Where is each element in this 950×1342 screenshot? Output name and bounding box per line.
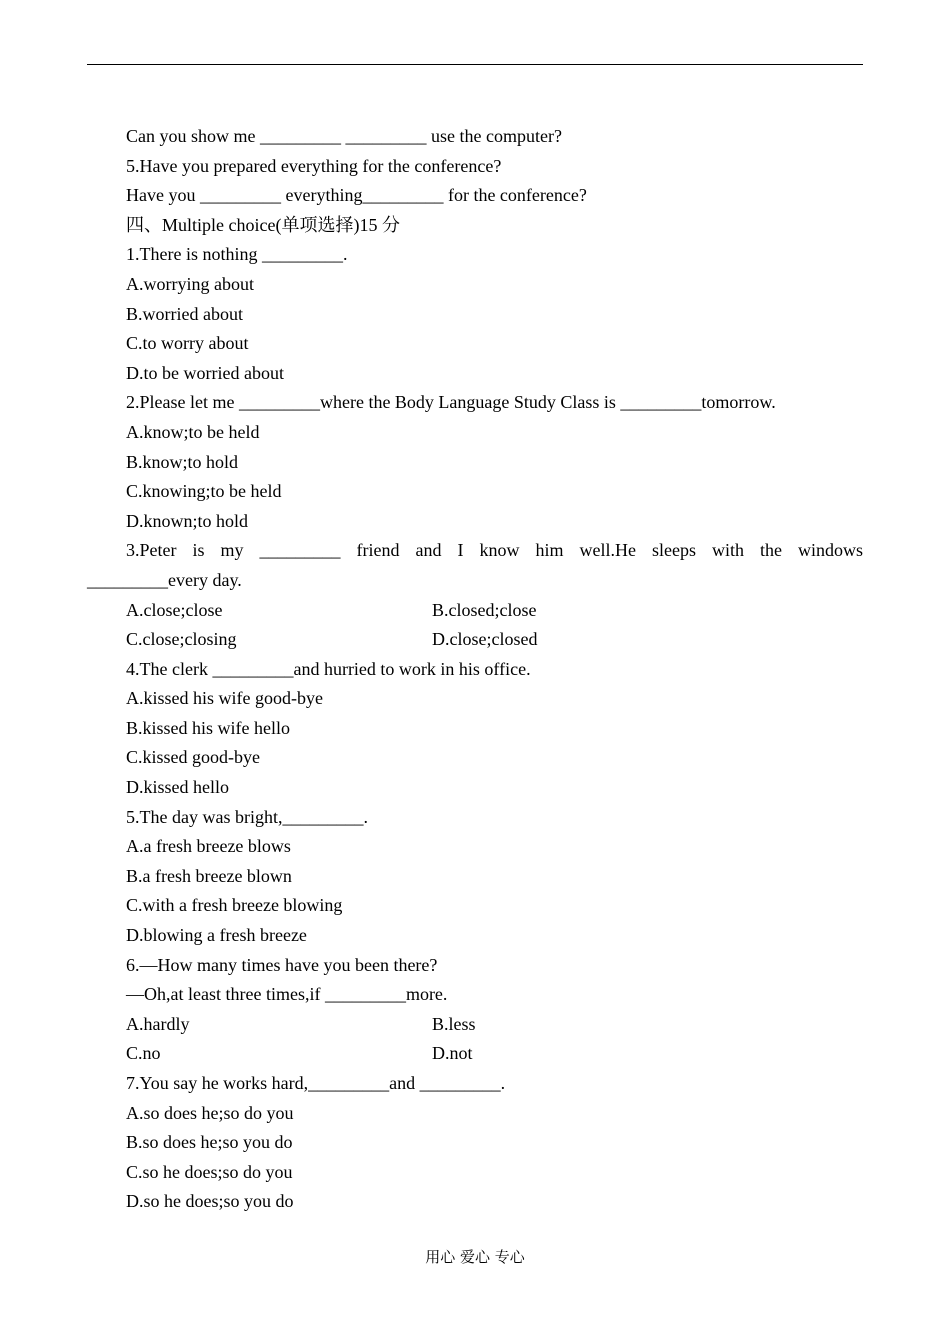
option-d: D.to be worried about bbox=[126, 362, 284, 383]
option-a: A.know;to be held bbox=[126, 421, 260, 442]
question-6-reply: —Oh,at least three times,if _________more. bbox=[126, 984, 448, 1005]
option-a: A.so does he;so do you bbox=[126, 1102, 294, 1123]
question-1: 1.There is nothing _________. bbox=[126, 244, 348, 265]
option-row bbox=[87, 1010, 863, 1040]
option-c: C.no bbox=[126, 1043, 161, 1064]
text-line: Can you show me _________ _________ use the computer? bbox=[126, 126, 562, 146]
option-c: C.knowing;to be held bbox=[126, 481, 282, 502]
question-5: 5.Have you prepared everything for the conference? bbox=[126, 155, 502, 176]
option-a: A.kissed his wife good-bye bbox=[126, 688, 323, 709]
option-b: B.a fresh breeze blown bbox=[126, 865, 292, 886]
page-footer: 用心 爱心 专心 bbox=[425, 1248, 525, 1266]
document-body bbox=[87, 122, 863, 1217]
option-b: B.know;to hold bbox=[126, 451, 239, 472]
option-c: C.so he does;so do you bbox=[126, 1161, 293, 1182]
option-row bbox=[87, 625, 863, 655]
option-b: B.worried about bbox=[126, 303, 243, 324]
option-b: B.closed;close bbox=[432, 599, 537, 620]
option-b: B.so does he;so you do bbox=[126, 1132, 293, 1153]
option-row bbox=[87, 596, 863, 626]
option-a: A.hardly bbox=[126, 1013, 190, 1034]
option-row bbox=[87, 1039, 863, 1069]
option-c: C.to worry about bbox=[126, 333, 249, 354]
question-5: 5.The day was bright,_________. bbox=[126, 806, 368, 827]
question-3: 3.Peter is my _________ friend and I know him well.He sleeps with the windows bbox=[126, 540, 863, 561]
question-4: 4.The clerk _________and hurried to work in his office. bbox=[126, 658, 531, 679]
option-d: D.close;closed bbox=[432, 629, 538, 650]
header-rule bbox=[87, 64, 863, 65]
option-a: A.worrying about bbox=[126, 273, 254, 294]
option-b: B.kissed his wife hello bbox=[126, 717, 290, 738]
option-b: B.less bbox=[432, 1013, 476, 1034]
option-a: A.a fresh breeze blows bbox=[126, 836, 291, 857]
section-heading: 四、Multiple choice(单项选择)15 分 bbox=[126, 214, 400, 235]
option-c: C.with a fresh breeze blowing bbox=[126, 895, 343, 916]
question-7: 7.You say he works hard,_________and _________. bbox=[126, 1073, 506, 1093]
option-d: D.so he does;so you do bbox=[126, 1191, 294, 1212]
question-2: 2.Please let me _________where the Body Language Study Class is _________tomorrow. bbox=[126, 392, 776, 413]
option-d: D.blowing a fresh breeze bbox=[126, 925, 307, 946]
option-d: D.kissed hello bbox=[126, 777, 229, 798]
option-a: A.close;close bbox=[126, 599, 223, 620]
option-c: C.kissed good-bye bbox=[126, 747, 260, 768]
question-6: 6.—How many times have you been there? bbox=[126, 954, 438, 975]
option-c: C.close;closing bbox=[126, 629, 237, 650]
question-3-continued: _________every day. bbox=[87, 569, 242, 590]
option-d: D.known;to hold bbox=[126, 510, 249, 531]
text-line: Have you _________ everything_________ for the conference? bbox=[126, 185, 587, 206]
option-d: D.not bbox=[432, 1043, 473, 1064]
